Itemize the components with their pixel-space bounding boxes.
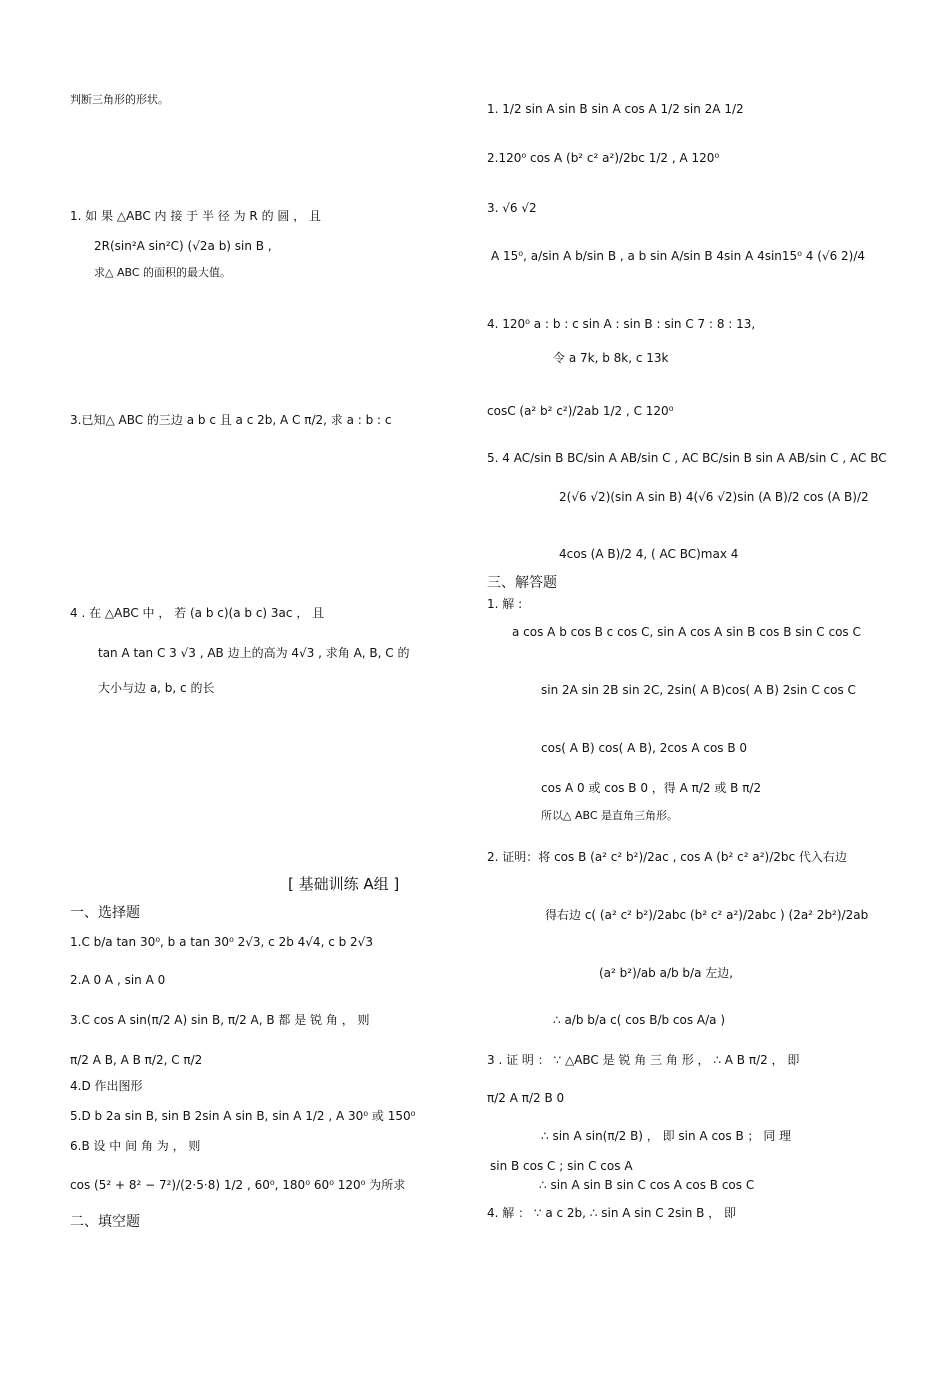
question-4-line-3: 大小与边 a, b, c 的长 bbox=[98, 681, 215, 695]
fill-heading: 二、填空题 bbox=[70, 1214, 140, 1230]
fill-answer-3-continued: A 15⁰, a/sin A b/sin B , a b sin A/sin B 4sin A 4sin15⁰ 4 (√6 2)/4 bbox=[491, 249, 866, 263]
fill-answer-2: 2.120⁰ cos A (b² c² a²)/2bc 1/2 , A 120⁰ bbox=[487, 151, 720, 165]
solution-1-line-3: cos( A B) cos( A B), 2cos A cos B 0 bbox=[541, 741, 748, 755]
answer-6: 6.B 设 中 间 角 为 ， 则 bbox=[70, 1139, 201, 1153]
answer-3-continued: π/2 A B, A B π/2, C π/2 bbox=[70, 1053, 203, 1067]
question-4-line-2: tan A tan C 3 √3 , AB 边上的高为 4√3 , 求角 A, B, C 的 bbox=[98, 646, 410, 660]
fill-answer-3: 3. √6 √2 bbox=[487, 201, 537, 215]
solution-3-line-1: 3 . 证 明 ： ∵ △ABC 是 锐 角 三 角 形 ， ∴ A B π/2 ， 即 bbox=[487, 1053, 800, 1067]
answer-2: 2.A 0 A , sin A 0 bbox=[70, 973, 166, 987]
solution-4-line-1: 4. 解 ： ∵ a c 2b, ∴ sin A sin C 2sin B ， 即 bbox=[487, 1206, 736, 1220]
solution-2-line-4: ∴ a/b b/a c( cos B/b cos A/a ) bbox=[553, 1013, 726, 1027]
solution-1-line-2: sin 2A sin 2B sin 2C, 2sin( A B)cos( A B) 2sin C cos C bbox=[541, 683, 856, 697]
solution-2-line-3: (a² b²)/ab a/b b/a 左边, bbox=[599, 966, 734, 980]
fill-answer-4: 4. 120⁰ a : b : c sin A : sin B : sin C 7 : 8 : 13, bbox=[487, 317, 756, 331]
question-3: 3.已知△ ABC 的三边 a b c 且 a c 2b, A C π/2, 求 a : b : c bbox=[70, 413, 392, 427]
fill-answer-1: 1. 1/2 sin A sin B sin A cos A 1/2 sin 2A 1/2 bbox=[487, 102, 744, 116]
solution-1-conclusion: 所以△ ABC 是直角三角形。 bbox=[541, 809, 679, 822]
question-1-line-1: 1. 如 果 △ABC 内 接 于 半 径 为 R 的 圆 ， 且 bbox=[70, 209, 322, 223]
solution-1-line-1: a cos A b cos B c cos C, sin A cos A sin B cos B sin C cos C bbox=[512, 625, 861, 639]
solution-3-line-2: π/2 A π/2 B 0 bbox=[487, 1091, 565, 1105]
fill-answer-4-cos: cosC (a² b² c²)/2ab 1/2 , C 120⁰ bbox=[487, 404, 674, 418]
question-1-line-2: 2R(sin²A sin²C) (√2a b) sin B , bbox=[94, 239, 272, 253]
solution-1-line-4: cos A 0 或 cos B 0 ，得 A π/2 或 B π/2 bbox=[541, 781, 762, 795]
fill-answer-4-let: 令 a 7k, b 8k, c 13k bbox=[553, 351, 669, 365]
choice-heading: 一、选择题 bbox=[70, 905, 140, 921]
fill-answer-5: 5. 4 AC/sin B BC/sin A AB/sin C , AC BC/sin B sin A AB/sin C , AC BC bbox=[487, 451, 887, 465]
section-title: [ 基础训练 A组 ] bbox=[288, 875, 400, 893]
fill-answer-5-line-2: 2(√6 √2)(sin A sin B) 4(√6 √2)sin (A B)/2 cos (A B)/2 bbox=[559, 490, 869, 504]
solution-1-start: 1. 解 : bbox=[487, 597, 523, 611]
answer-6-continued: cos (5² + 8² − 7²)/(2·5·8) 1/2 , 60⁰, 180⁰ 60⁰ 120⁰ 为所求 bbox=[70, 1178, 406, 1192]
solution-3-line-4: sin B cos C ; sin C cos A bbox=[490, 1159, 633, 1173]
answer-4: 4.D 作出图形 bbox=[70, 1079, 143, 1093]
answer-1: 1.C b/a tan 30⁰, b a tan 30⁰ 2√3, c 2b 4√4, c b 2√3 bbox=[70, 935, 373, 949]
solution-3-line-3: ∴ sin A sin(π/2 B) ， 即 sin A cos B ； 同 理 bbox=[541, 1129, 792, 1143]
solution-3-line-5: ∴ sin A sin B sin C cos A cos B cos C bbox=[539, 1178, 755, 1192]
intro-text: 判断三角形的形状。 bbox=[70, 93, 169, 106]
solution-2-line-2: 得右边 c( (a² c² b²)/2abc (b² c² a²)/2abc ) (2a² 2b²)/2ab bbox=[545, 908, 869, 922]
answer-5: 5.D b 2a sin B, sin B 2sin A sin B, sin A 1/2 , A 30⁰ 或 150⁰ bbox=[70, 1109, 416, 1123]
question-1-line-3: 求△ ABC 的面积的最大值。 bbox=[94, 266, 232, 279]
answer-3: 3.C cos A sin(π/2 A) sin B, π/2 A, B 都 是 锐 角 ， 则 bbox=[70, 1013, 370, 1027]
question-4-line-1: 4 . 在 △ABC 中 ， 若 (a b c)(a b c) 3ac ， 且 bbox=[70, 606, 325, 620]
solve-heading: 三、解答题 bbox=[487, 575, 557, 591]
solution-2-line-1: 2. 证明：将 cos B (a² c² b²)/2ac , cos A (b² c² a²)/2bc 代入右边 bbox=[487, 850, 847, 864]
fill-answer-5-line-3: 4cos (A B)/2 4, ( AC BC)max 4 bbox=[559, 547, 739, 561]
